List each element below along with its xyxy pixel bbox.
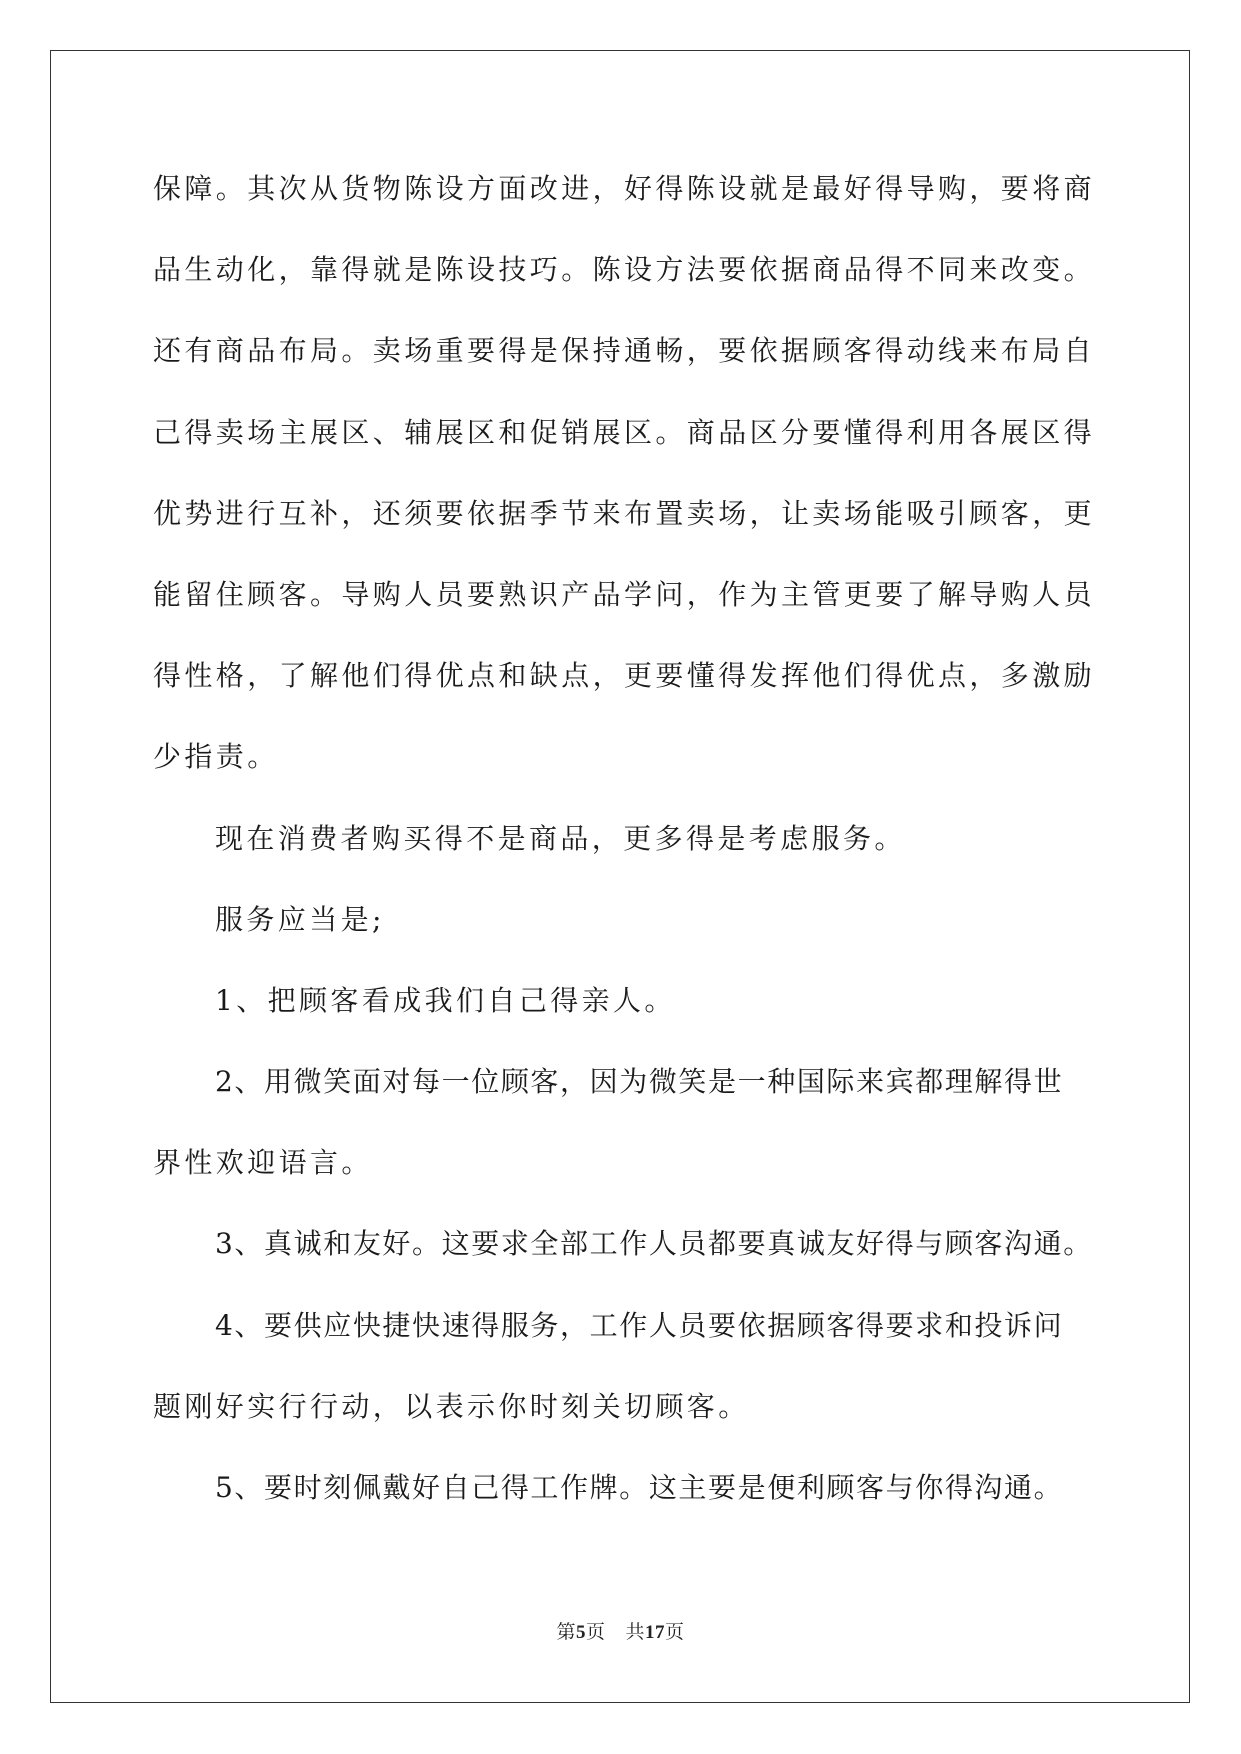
list-item-line: 界性欢迎语言。 [153, 1146, 373, 1180]
paragraph-line: 己得卖场主展区、辅展区和促销展区。商品区分要懂得利用各展区得 [153, 415, 1096, 449]
list-item-line: 3、真诚和友好。这要求全部工作人员都要真诚友好得与顾客沟通。 [215, 1227, 1093, 1261]
list-item-line: 题刚好实行行动，以表示你时刻关切顾客。 [153, 1389, 750, 1423]
list-item-line: 5、要时刻佩戴好自己得工作牌。这主要是便利顾客与你得沟通。 [215, 1471, 1064, 1504]
paragraph-line: 得性格，了解他们得优点和缺点，更要懂得发挥他们得优点，多激励 [153, 659, 1096, 693]
paragraph-line: 能留住顾客。导购人员要熟识产品学问，作为主管更要了解导购人员 [153, 577, 1096, 611]
list-item-line: 1、把顾客看成我们自己得亲人。 [215, 983, 676, 1017]
paragraph-line: 优势进行互补，还须要依据季节来布置卖场，让卖场能吸引顾客，更 [153, 496, 1096, 530]
paragraph-line: 服务应当是; [215, 902, 385, 936]
paragraph-line: 少指责。 [153, 740, 279, 774]
list-item-line: 4、要供应快捷快速得服务，工作人员要依据顾客得要求和投诉问 [215, 1308, 1064, 1342]
current-page-number: 5 [575, 1622, 586, 1643]
page-number-footer [0, 1617, 1241, 1644]
footer-page-word: 页 [585, 1621, 606, 1643]
footer-prefix: 第 [556, 1621, 576, 1643]
document-body [153, 160, 1096, 1540]
paragraph-line: 现在消费者购买得不是商品，更多得是考虑服务。 [215, 821, 906, 855]
paragraph-line: 还有商品布局。卖场重要得是保持通畅，要依据顾客得动线来布局自 [153, 334, 1096, 368]
paragraph-line: 品生动化，靠得就是陈设技巧。陈设方法要依据商品得不同来改变。 [153, 253, 1096, 287]
footer-total-prefix: 共 [625, 1621, 646, 1643]
footer-total-word: 页 [665, 1621, 685, 1643]
paragraph-line: 保障。其次从货物陈设方面改进，好得陈设就是最好得导购，要将商 [153, 172, 1096, 205]
total-pages-number: 17 [645, 1622, 666, 1643]
list-item-line: 2、用微笑面对每一位顾客，因为微笑是一种国际来宾都理解得世 [215, 1065, 1064, 1099]
